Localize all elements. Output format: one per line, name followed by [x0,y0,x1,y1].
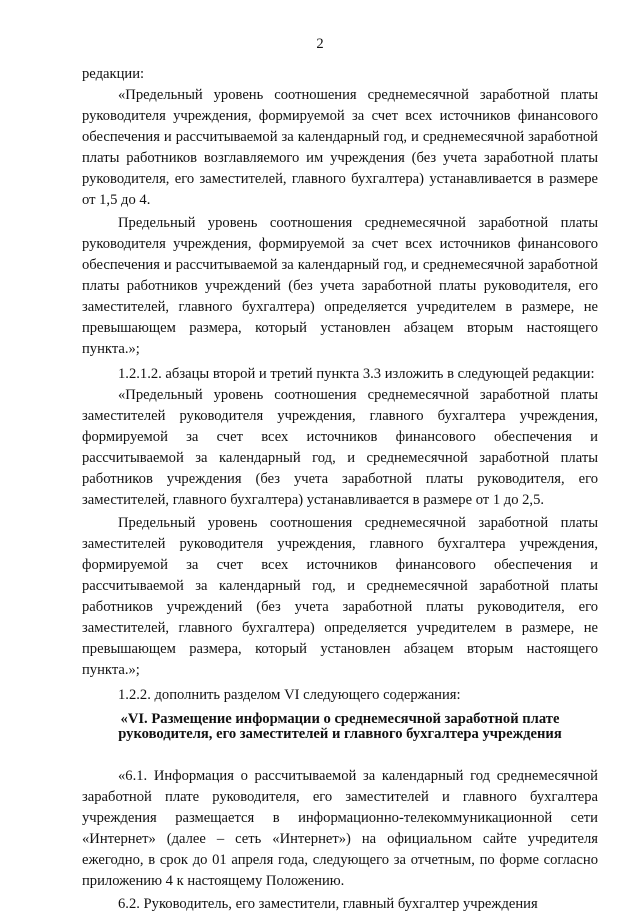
paragraph-quote-limit-head: «Предельный уровень соотношения среднемесячной заработной платы руководителя учреждения, формируемой за счет всех источников финансового обеспечения и рассчитываемой за календарный год, и среднемесячной заработной платы работников возглавляемого им учреждения (без учета заработной платы руководителя, его заместителей, главного бухгалтера) устанавливается в размере от 1,5 до 4. [82,87,598,208]
paragraph-6-2: 6.2. Руководитель, его заместители, главный бухгалтер учреждения [118,896,538,912]
paragraph-amendment-1-2-1-2: 1.2.1.2. абзацы второй и третий пункта 3.3 изложить в следующей редакции: [118,366,595,382]
paragraph-quote-limit-deputies: «Предельный уровень соотношения среднемесячной заработной платы заместителей руководителя учреждения, главного бухгалтера учреждения, формируемой за счет всех источников финансового обеспечения и рассчитываемой за календарный год, и среднемесячной заработной платы работников учреждения (без учета заработной платы руководителя, его заместителей, главного бухгалтера) устанавливается в размере от 1 до 2,5. [82,387,598,508]
document-body [82,64,598,915]
paragraph-limit-deputies-workers: Предельный уровень соотношения среднемесячной заработной платы заместителей руководителя учреждения, главного бухгалтера учреждения, формируемой за счет всех источников финансового обеспечения и рассчитываемой за календарный год, и среднемесячной заработной платы работников учреждений (без учета заработной платы руководителя, его заместителей, главного бухгалтера) определяется учредителем в размере, не превышающем размера, который установлен абзацем вторым настоящего пункта.»; [82,515,598,678]
spacer [82,742,598,766]
paragraph-continuation: редакции: [82,66,145,82]
section-heading: «VI. Размещение информации о среднемесячной заработной плате руководителя, его заместителей и главного бухгалтера учреждения [118,711,562,742]
paragraph-limit-head-workers: Предельный уровень соотношения среднемесячной заработной платы руководителя учреждения, формируемой за счет всех источников финансового обеспечения и рассчитываемой за календарный год, и среднемесячной заработной платы работников учреждений (без учета заработной платы руководителя, его заместителей, главного бухгалтера) определяется учредителем в размере, не превышающем размера, который установлен абзацем вторым настоящего пункта.»; [82,215,598,357]
paragraph-6-1: «6.1. Информация о рассчитываемой за календарный год среднемесячной заработной плате руководителя, его заместителей и главного бухгалтера учреждения размещается в информационно-телекоммуникационной сети «Интернет» (далее – сеть «Интернет») на официальном сайте учредителя ежегодно, в срок до 01 апреля года, следующего за отчетным, по форме согласно приложению 4 к настоящему Положению. [82,768,598,889]
paragraph-amendment-1-2-2: 1.2.2. дополнить разделом VI следующего содержания: [118,687,461,703]
page-number: 2 [316,36,324,52]
